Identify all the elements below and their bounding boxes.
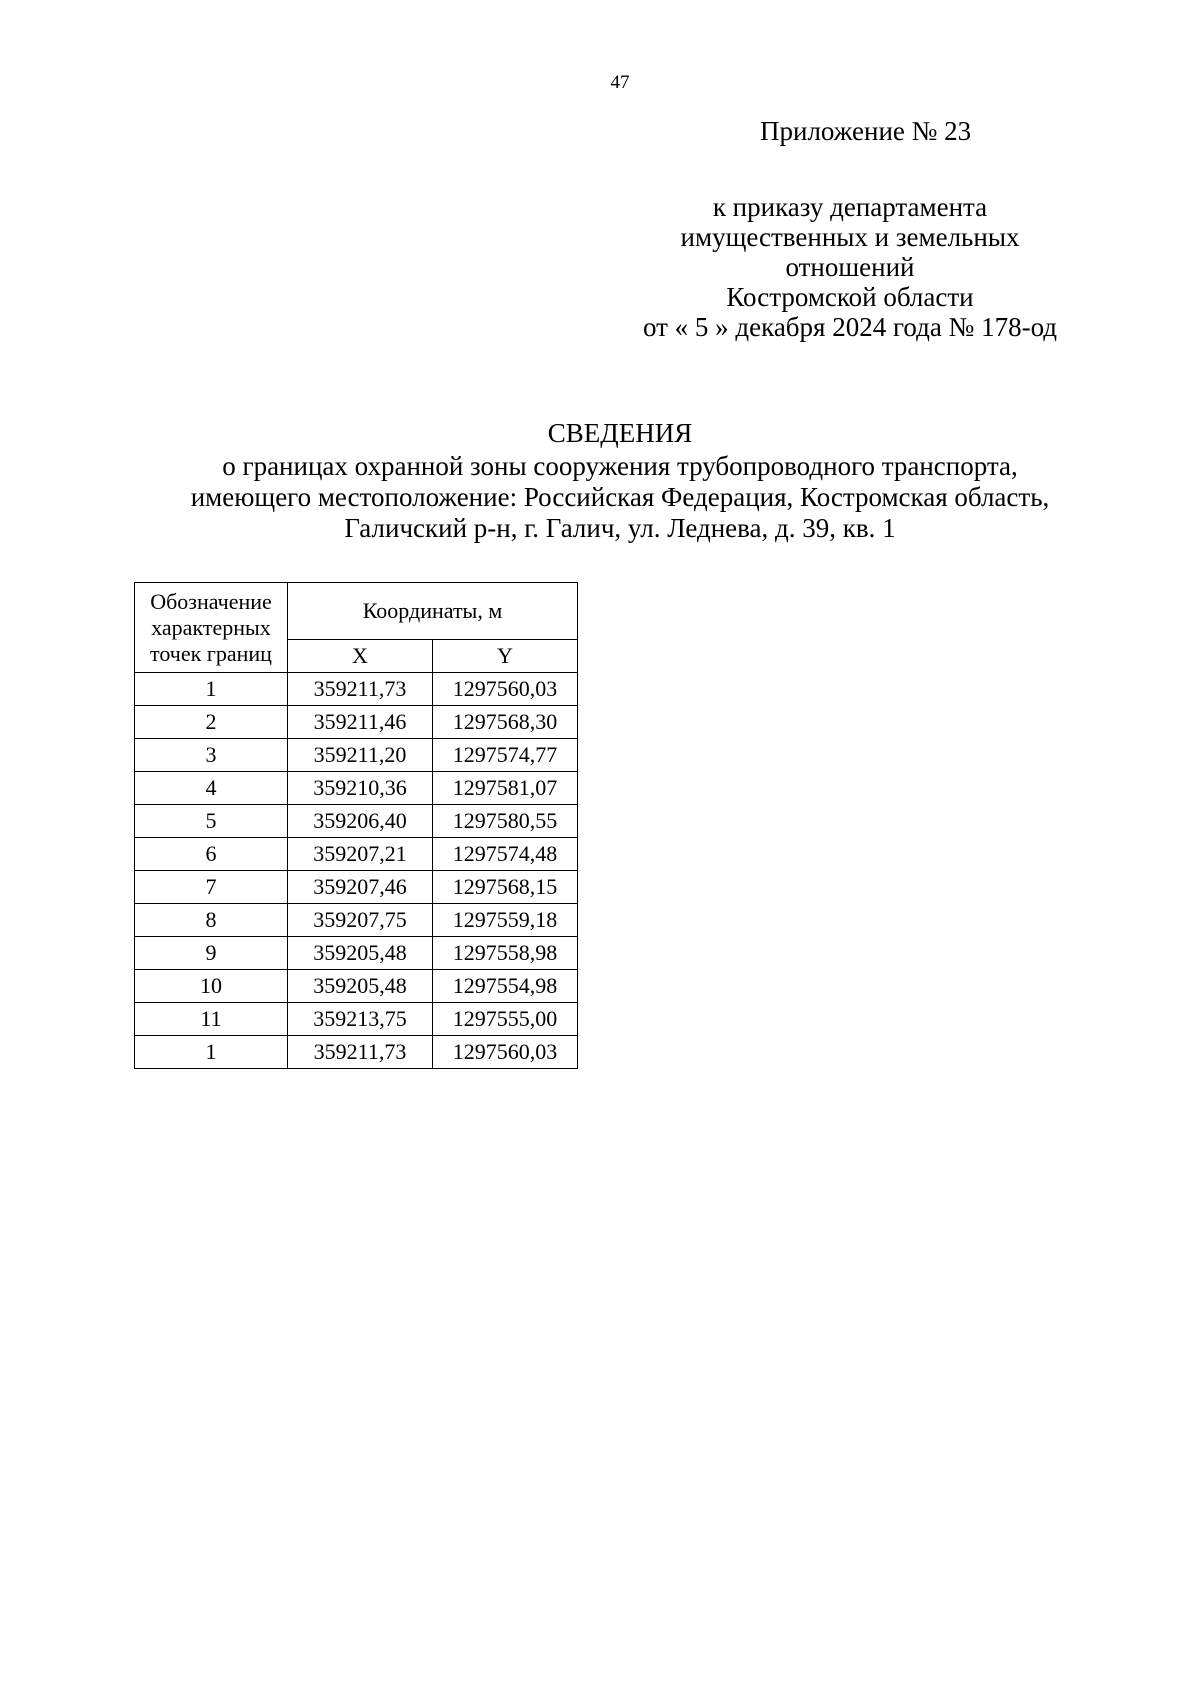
x-coordinate-cell: 359207,21: [288, 838, 433, 871]
heading-line: Галичский р-н, г. Галич, ул. Леднева, д. 39, кв. 1: [344, 513, 896, 543]
coordinates-table-body: [135, 583, 578, 1069]
point-cell: 9: [135, 937, 288, 970]
x-coordinate-cell: 359206,40: [288, 805, 433, 838]
coordinates-column-header: Координаты, м: [288, 583, 578, 640]
point-header-line: характерных: [151, 614, 271, 640]
y-coordinate-cell: 1297581,07: [433, 772, 578, 805]
point-cell: 1: [135, 673, 288, 706]
point-cell: 7: [135, 871, 288, 904]
point-header-line: точек границ: [150, 640, 272, 666]
y-coordinate-cell: 1297559,18: [433, 904, 578, 937]
table-row: [135, 1003, 578, 1036]
document-heading: [0, 418, 1200, 544]
x-coordinate-cell: 359205,48: [288, 970, 433, 1003]
table-row: [135, 871, 578, 904]
y-coordinate-cell: 1297555,00: [433, 1003, 578, 1036]
y-column-header: Y: [433, 640, 578, 673]
table-row: [135, 937, 578, 970]
appendix-title: Приложение № 23: [760, 116, 972, 146]
x-coordinate-cell: 359205,48: [288, 937, 433, 970]
order-ref-line: к приказу департамента: [712, 192, 988, 222]
point-cell: 10: [135, 970, 288, 1003]
y-coordinate-cell: 1297554,98: [433, 970, 578, 1003]
point-column-header: [135, 583, 288, 673]
table-row: [135, 739, 578, 772]
x-coordinate-cell: 359210,36: [288, 772, 433, 805]
x-coordinate-cell: 359211,73: [288, 1036, 433, 1069]
point-header-line: Обозначение: [150, 588, 272, 614]
x-coordinate-cell: 359213,75: [288, 1003, 433, 1036]
coordinates-table: [134, 582, 578, 1069]
table-row: [135, 970, 578, 1003]
point-cell: 11: [135, 1003, 288, 1036]
order-ref-line: имущественных и земельных: [680, 222, 1020, 252]
x-column-header: X: [288, 640, 433, 673]
y-coordinate-cell: 1297558,98: [433, 937, 578, 970]
order-reference: [620, 192, 1080, 342]
order-ref-line: отношений: [785, 252, 915, 282]
point-cell: 5: [135, 805, 288, 838]
y-coordinate-cell: 1297580,55: [433, 805, 578, 838]
y-coordinate-cell: 1297568,15: [433, 871, 578, 904]
table-row: [135, 805, 578, 838]
x-coordinate-cell: 359207,46: [288, 871, 433, 904]
order-ref-line: от « 5 » декабря 2024 года № 178-од: [642, 312, 1058, 342]
table-row: [135, 772, 578, 805]
table-row: [135, 673, 578, 706]
table-row: [135, 838, 578, 871]
table-row: [135, 1036, 578, 1069]
y-coordinate-cell: 1297574,77: [433, 739, 578, 772]
y-coordinate-cell: 1297560,03: [433, 673, 578, 706]
document-title: СВЕДЕНИЯ: [547, 418, 693, 448]
y-coordinate-cell: 1297568,30: [433, 706, 578, 739]
x-coordinate-cell: 359211,20: [288, 739, 433, 772]
heading-line: имеющего местоположение: Российская Федерация, Костромская область,: [190, 482, 1050, 512]
page-number: 47: [610, 72, 630, 93]
point-cell: 8: [135, 904, 288, 937]
table-row: [135, 904, 578, 937]
table-header-row: [135, 583, 578, 640]
heading-line: о границах охранной зоны сооружения трубопроводного транспорта,: [222, 451, 1018, 481]
point-cell: 6: [135, 838, 288, 871]
point-cell: 3: [135, 739, 288, 772]
point-cell: 4: [135, 772, 288, 805]
y-coordinate-cell: 1297574,48: [433, 838, 578, 871]
y-coordinate-cell: 1297560,03: [433, 1036, 578, 1069]
point-cell: 2: [135, 706, 288, 739]
point-cell: 1: [135, 1036, 288, 1069]
x-coordinate-cell: 359211,73: [288, 673, 433, 706]
order-ref-line: Костромской области: [726, 282, 974, 312]
table-row: [135, 706, 578, 739]
x-coordinate-cell: 359211,46: [288, 706, 433, 739]
x-coordinate-cell: 359207,75: [288, 904, 433, 937]
